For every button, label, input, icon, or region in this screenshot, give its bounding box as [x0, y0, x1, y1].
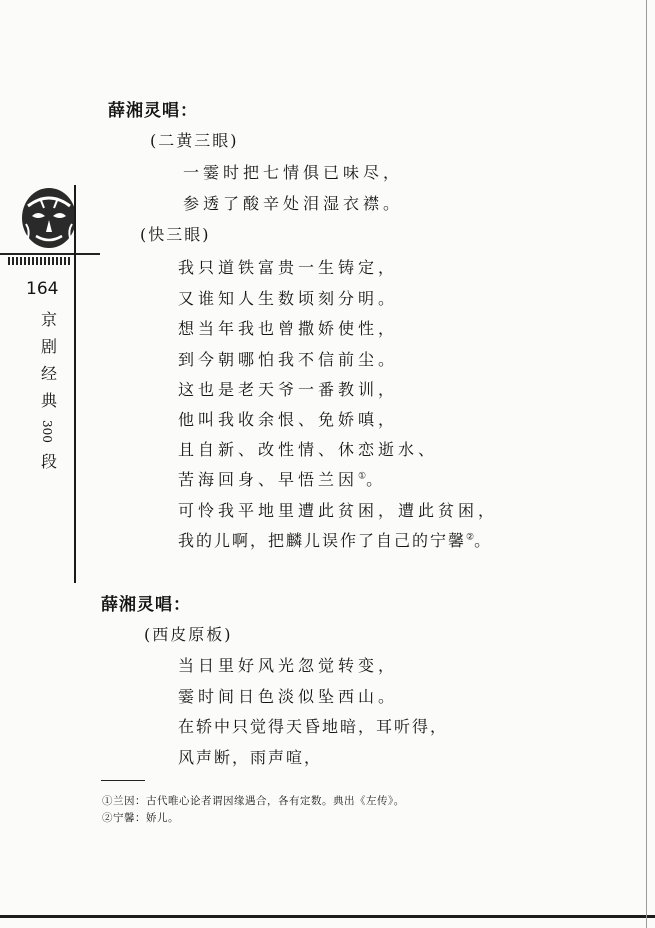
speaker-heading: 薛湘灵唱： — [108, 101, 198, 121]
page-number: 164 — [26, 279, 59, 299]
footnote-rule — [101, 780, 145, 781]
lyric-line: 风声断，雨声喧， — [178, 748, 323, 767]
footnote: ②宁馨：娇儿。 — [102, 812, 179, 824]
footnote-marker: ① — [358, 471, 367, 482]
tune-label: (二黄三眼) — [150, 131, 239, 150]
book-title-char: 京 — [40, 310, 57, 329]
sidebar-pattern — [8, 257, 72, 265]
lyric-text: 我的儿啊，把麟儿误作了自己的宁馨 — [178, 531, 467, 550]
lyric-line: 到今朝哪怕我不信前尘。 — [178, 350, 399, 369]
footnote-marker: ② — [466, 532, 475, 543]
tune-label: (快三眼) — [140, 225, 211, 244]
lyric-line: 想当年我也曾撒娇使性， — [178, 319, 399, 338]
lyric-line: 当日里好风光忽觉转变， — [178, 656, 399, 675]
lyric-line: 且自新、改性情、休恋逝水、 — [178, 440, 439, 459]
speaker-heading: 薛湘灵唱： — [101, 595, 191, 615]
lyric-line: 一霎时把七情俱已味尽， — [183, 163, 404, 182]
lyric-line: 我只道铁富贵一生铸定， — [178, 258, 399, 277]
sidebar-vertical-rule — [74, 185, 76, 583]
book-title — [38, 306, 60, 475]
lyric-end-punct: 。 — [366, 470, 387, 489]
lyric-end-punct: 。 — [474, 531, 493, 550]
opera-mask-icon — [18, 186, 80, 250]
footnote: ①兰因：古代唯心论者谓因缘遇合，各有定数。典出《左传》。 — [102, 795, 405, 807]
lyric-line: 他叫我收余恨、免娇嗔， — [178, 410, 399, 429]
lyric-line: 在轿中只觉得天昏地暗，耳听得， — [178, 717, 449, 736]
lyric-line-with-footnote — [178, 467, 386, 490]
book-title-char: 剧 — [40, 337, 57, 356]
page-right-edge — [646, 0, 647, 928]
sidebar-divider — [0, 253, 100, 255]
lyric-line: 可怜我平地里遭此贫困，遭此贫困， — [178, 501, 499, 520]
lyric-line: 参透了酸辛处泪湿衣襟。 — [183, 194, 404, 213]
lyric-line: 又谁知人生数顷刻分明。 — [178, 289, 399, 308]
lyric-line-with-footnote — [178, 528, 492, 551]
tune-label: (西皮原板) — [144, 625, 233, 644]
lyric-line: 霎时间日色淡似坠西山。 — [178, 687, 399, 706]
lyric-text: 苦海回身、早悟兰因 — [178, 470, 359, 489]
book-title-char: 典 — [40, 391, 57, 410]
page-bottom-edge — [0, 915, 655, 918]
book-title-char: 300 — [40, 419, 54, 443]
book-title-char: 段 — [40, 452, 57, 471]
book-title-char: 经 — [40, 364, 57, 383]
lyric-line: 这也是老天爷一番教训， — [178, 380, 399, 399]
